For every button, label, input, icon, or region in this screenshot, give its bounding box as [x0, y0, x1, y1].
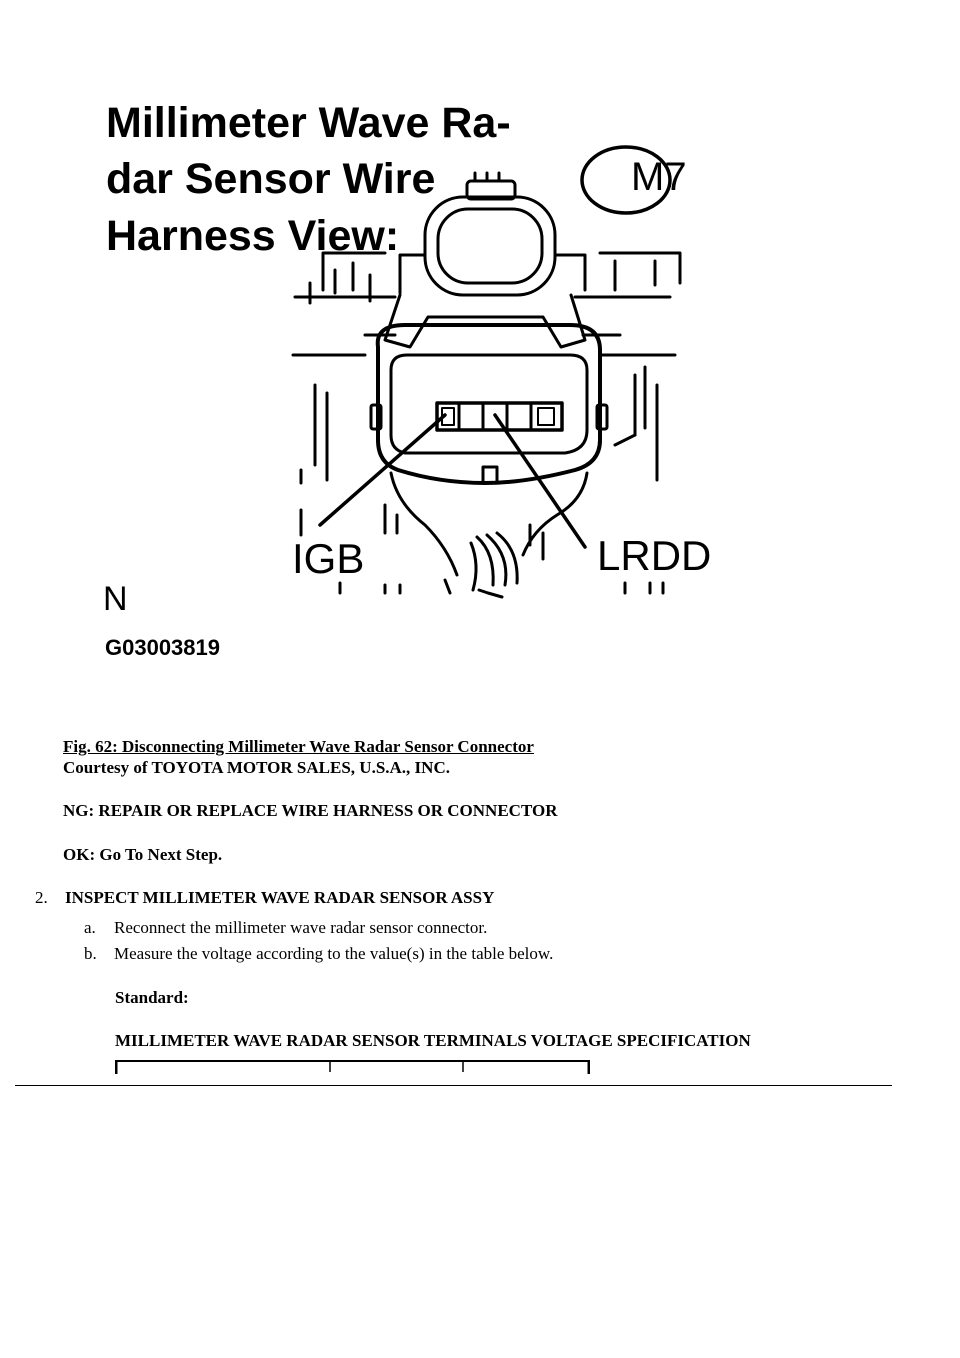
connector-figure — [95, 85, 725, 665]
standard-label: Standard: — [115, 988, 189, 1007]
figure-title-line-2: dar Sensor Wire — [106, 155, 436, 203]
orientation-marker: N — [103, 580, 128, 618]
ok-result: OK: Go To Next Step. — [63, 845, 223, 864]
connector-id-label: M7 — [631, 155, 687, 199]
substep-a — [84, 918, 487, 938]
page-divider — [15, 1085, 892, 1086]
step-title: INSPECT MILLIMETER WAVE RADAR SENSOR ASSY — [65, 888, 495, 907]
substep-text: Reconnect the millimeter wave radar sensor connector. — [114, 918, 488, 937]
figure-caption — [63, 736, 534, 778]
ng-result: NG: REPAIR OR REPLACE WIRE HARNESS OR CONNECTOR — [63, 801, 558, 820]
figure-title-line-1: Millimeter Wave Ra- — [106, 99, 511, 147]
step-number: 2. — [35, 888, 48, 907]
substep-label: b. — [84, 944, 97, 963]
caption-courtesy: Courtesy of TOYOTA MOTOR SALES, U.S.A., INC. — [63, 758, 450, 777]
spec-table-edge — [115, 1060, 590, 1074]
terminal-label-lrdd: LRDD — [597, 532, 712, 579]
substep-b — [84, 944, 553, 964]
caption-title: Fig. 62: Disconnecting Millimeter Wave Radar Sensor Connector — [63, 737, 534, 756]
terminal-label-igb: IGB — [292, 535, 365, 582]
substep-text: Measure the voltage according to the value(s) in the table below. — [114, 944, 554, 963]
substep-label: a. — [84, 918, 96, 937]
figure-title-line-3: Harness View: — [106, 212, 400, 260]
figure-code: G03003819 — [105, 635, 220, 660]
step-heading — [35, 888, 494, 908]
table-title: MILLIMETER WAVE RADAR SENSOR TERMINALS VOLTAGE SPECIFICATION — [115, 1031, 751, 1050]
